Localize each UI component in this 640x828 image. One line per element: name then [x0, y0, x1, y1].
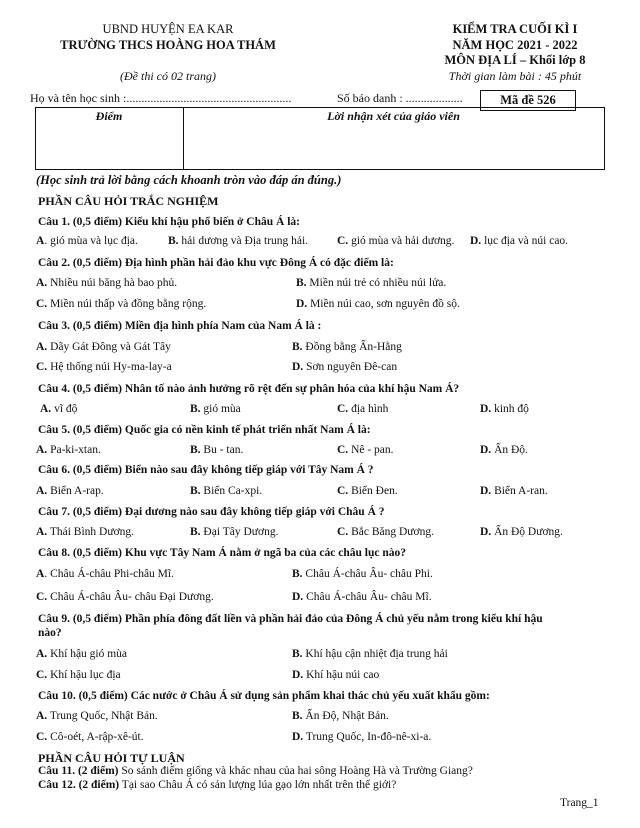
question-3: Câu 3. (0,5 điểm) Miền địa hình phía Nam của Nam Á là : [38, 320, 322, 332]
answer-option[interactable]: A. Trung Quốc, Nhật Bản. [36, 710, 158, 722]
question-2: Câu 2. (0,5 điểm) Địa hình phần hải đảo khu vực Đông Á có đặc điểm là: [38, 257, 394, 269]
answer-option[interactable]: C. gió mùa và hải dương. [337, 235, 455, 247]
answer-option[interactable]: D. Khí hậu núi cao [292, 669, 380, 681]
answer-option[interactable]: B. Đồng bằng Ấn-Hằng [292, 341, 402, 353]
school-year: NĂM HỌC 2021 - 2022 [452, 38, 578, 52]
student-name-field[interactable]: Họ và tên học sinh :....................................................... [30, 91, 292, 105]
time-note: Thời gian làm bài : 45 phút [448, 69, 582, 83]
answer-option[interactable]: A. Dãy Gát Đông và Gát Tây [36, 341, 171, 353]
answer-option[interactable]: B. Châu Á-châu Âu- châu Phi. [292, 568, 433, 580]
answer-option[interactable]: A. gió mùa và lục địa. [36, 235, 138, 247]
answer-option[interactable]: D. Sơn nguyên Đê-can [292, 361, 398, 373]
exam-code: Mã đề 526 [500, 93, 556, 107]
answer-option[interactable]: D. Ấn Độ Dương. [480, 526, 563, 538]
student-id-field[interactable]: Số báo danh : ................... [337, 91, 463, 105]
answer-option[interactable]: B. Khí hậu cận nhiệt địa trung hải [292, 648, 448, 660]
answer-option[interactable]: D. Trung Quốc, In-đô-nê-xi-a. [292, 731, 432, 743]
essay-question-12: Câu 12. (2 điểm) Tại sao Châu Á có sản lượng lúa gạo lớn nhất trên thế giới? [38, 779, 397, 791]
comment-column-header: Lời nhận xét của giáo viên [327, 109, 460, 123]
question-7: Câu 7. (0,5 điểm) Đại dương nào sau đây không tiếp giáp với Châu Á ? [38, 506, 385, 518]
section-title-essay: PHẦN CÂU HỎI TỰ LUẬN [38, 751, 185, 765]
question-1: Câu 1. (0,5 điểm) Kiểu khí hậu phổ biến ở Châu Á là: [38, 216, 300, 228]
question-6: Câu 6. (0,5 điểm) Biển nào sau đây không tiếp giáp với Tây Nam Á ? [38, 464, 374, 476]
answer-option[interactable]: A. Pa-ki-xtan. [36, 444, 101, 456]
answer-option[interactable]: B. Miền núi trẻ có nhiều núi lửa. [296, 277, 447, 289]
page-count-note: (Đề thi có 02 trang) [120, 69, 216, 83]
exam-title: KIỂM TRA CUỐI KÌ I [452, 22, 578, 36]
answer-option[interactable]: C. Cô-oét, A-rập-xê-út. [36, 731, 144, 743]
answer-option[interactable]: A. Châu Á-châu Phi-châu Mĩ. [36, 568, 174, 580]
answer-option[interactable]: B. Bu - tan. [190, 444, 244, 456]
essay-question-11: Câu 11. (2 điểm) So sánh điểm giống và khác nhau của hai sông Hoàng Hà và Trường Giang? [38, 765, 473, 777]
answer-option[interactable]: C. Nê - pan. [337, 444, 394, 456]
instruction-text: (Học sinh trả lời bằng cách khoanh tròn vào đáp án đúng.) [36, 173, 342, 187]
answer-option[interactable]: B. hải dương và Địa trung hải. [168, 235, 309, 247]
question-9: Câu 9. (0,5 điểm) Phần phía đông đất liền và phần hải đảo của Đông Á chủ yếu nằm trong kiểu khí hậu [38, 613, 543, 625]
question-8: Câu 8. (0,5 điểm) Khu vực Tây Nam Á nằm ở ngã ba của các châu lục nào? [38, 547, 406, 559]
answer-option[interactable]: B. Đại Tây Dương. [190, 526, 279, 538]
answer-option[interactable]: B. gió mùa [190, 403, 241, 415]
answer-option[interactable]: B. Ấn Độ, Nhật Bản. [292, 710, 389, 722]
answer-option[interactable]: C. Hệ thống núi Hy-ma-lay-a [36, 361, 172, 373]
answer-option[interactable]: C. Khí hậu lục địa [36, 669, 121, 681]
answer-option[interactable]: C. Miền núi thấp và đồng bằng rộng. [36, 298, 207, 310]
answer-option[interactable]: A. Thái Bình Dương. [36, 526, 135, 538]
question-5: Câu 5. (0,5 điểm) Quốc gia có nền kinh tế phát triển nhất Nam Á là: [38, 424, 371, 436]
answer-option[interactable]: D. Miền núi cao, sơn nguyên đồ sộ. [296, 298, 460, 310]
subject-line: MÔN ĐỊA LÍ – Khối lớp 8 [444, 53, 586, 67]
question-9-continued: nào? [38, 627, 62, 639]
question-4: Câu 4. (0,5 điểm) Nhân tố nào ảnh hưởng rõ rệt đến sự phân hóa của khí hậu Nam Á? [38, 383, 460, 395]
answer-option[interactable]: D. Biển A-ran. [480, 485, 548, 497]
answer-option[interactable]: C. Biển Đen. [337, 485, 398, 497]
answer-option[interactable]: A. Khí hậu gió mùa [36, 648, 128, 660]
answer-option[interactable]: D. Châu Á-châu Âu- châu Mĩ. [292, 591, 432, 603]
section-title-multiple-choice: PHẦN CÂU HỎI TRẮC NGHIỆM [38, 194, 219, 208]
question-10: Câu 10. (0,5 điểm) Các nước ở Châu Á sử dụng sản phẩm khai thác chủ yếu xuất khẩu gồm: [38, 690, 490, 702]
answer-option[interactable]: A. Biển A-rap. [36, 485, 104, 497]
answer-option[interactable]: D. Ấn Độ. [480, 444, 528, 456]
answer-option[interactable]: D. kinh độ [480, 403, 529, 415]
school-name: TRƯỜNG THCS HOÀNG HOA THÁM [60, 38, 276, 52]
answer-option[interactable]: A. Nhiều núi băng hà bao phủ. [36, 277, 178, 289]
district-name: UBND HUYỆN EA KAR [102, 22, 234, 36]
answer-option[interactable]: C. Châu Á-châu Âu- châu Đại Dương. [36, 591, 214, 603]
page-number: Trang_1 [560, 797, 599, 809]
answer-option[interactable]: B. Biển Ca-xpi. [190, 485, 263, 497]
answer-option[interactable]: C. địa hình [337, 403, 389, 415]
score-column-header: Điểm [95, 109, 123, 123]
answer-option[interactable]: D. lục địa và núi cao. [470, 235, 569, 247]
answer-option[interactable]: A. vĩ độ [40, 403, 78, 415]
answer-option[interactable]: C. Bắc Băng Dương. [337, 526, 434, 538]
